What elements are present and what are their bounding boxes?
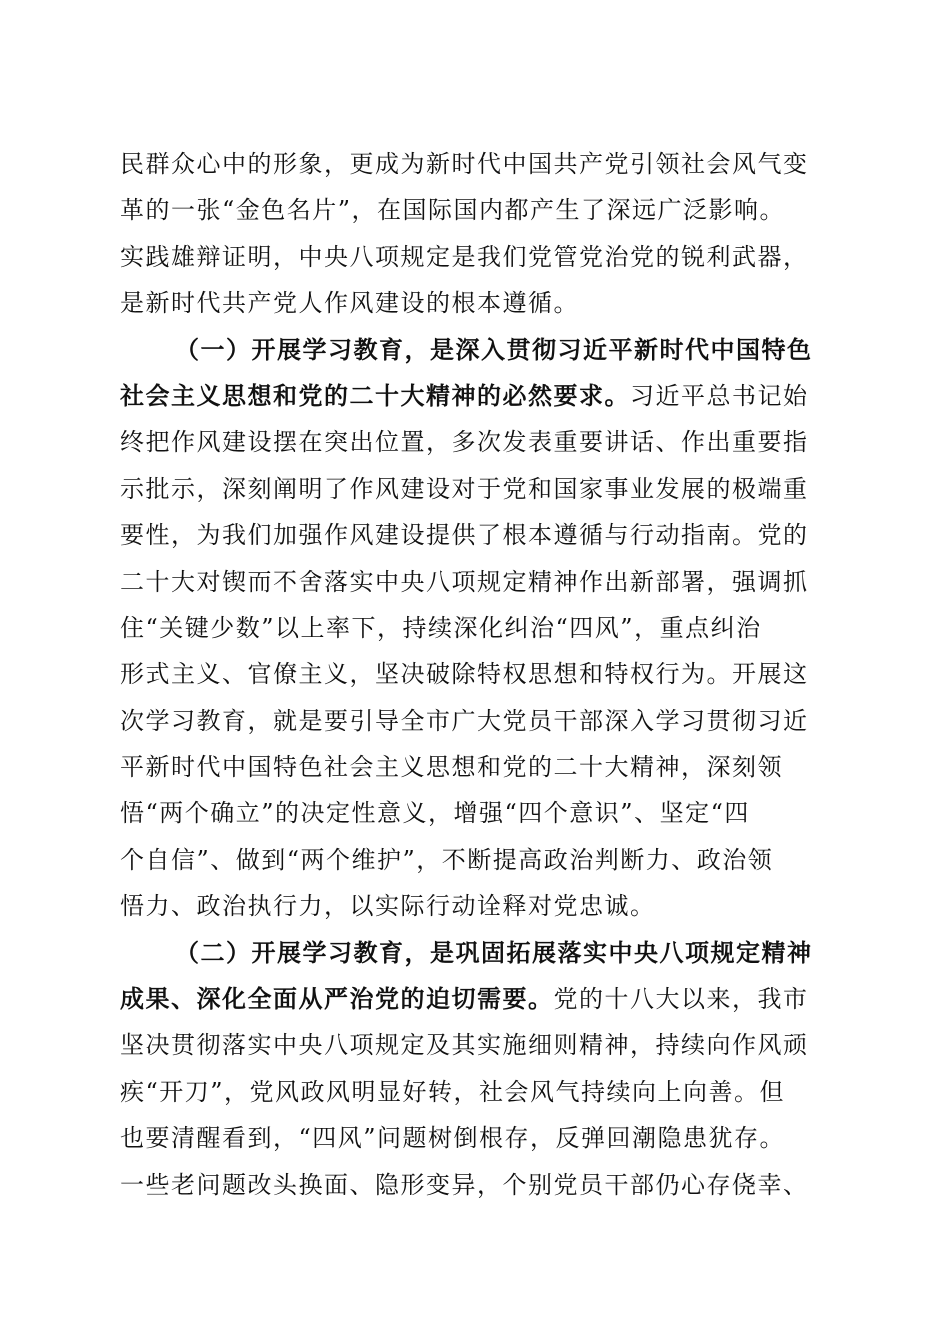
- line-text: 形式主义、官僚主义，坚决破除特权思想和特权行为。开展这: [120, 660, 809, 689]
- section-heading-text: （二）开展学习教育，是巩固拓展落实中央八项规定精神: [175, 937, 813, 967]
- line-text: 坚决贯彻落实中央八项规定及其实施细则精神，持续向作风顽: [120, 1031, 809, 1060]
- line-text: 民群众心中的形象，更成为新时代中国共产党引领社会风气变: [120, 150, 809, 178]
- text-line: [120, 605, 840, 651]
- text-line: [120, 1069, 840, 1115]
- line-text: 平新时代中国特色社会主义思想和党的二十大精神，深刻领: [120, 753, 783, 782]
- text-line: [120, 1022, 840, 1068]
- line-text: 是新时代共产党人作风建设的根本遵循。: [120, 289, 579, 318]
- line-text: 住“关键少数”以上率下，持续深化纠治“四风”，重点纠治: [120, 613, 762, 642]
- text-line: [120, 419, 840, 465]
- line-text: 悟力、政治执行力，以实际行动诠释对党忠诚。: [120, 892, 656, 921]
- line-text: 悟“两个确立”的决定性意义，增强“四个意识”、坚定“四: [120, 799, 750, 828]
- text-line: [120, 280, 840, 326]
- text-line: [120, 651, 840, 697]
- text-line: [120, 234, 840, 280]
- line-text: 要性，为我们加强作风建设提供了根本遵循与行动指南。党的: [120, 521, 809, 550]
- section-heading-line: [120, 327, 840, 373]
- line-text: 疾“开刀”，党风政风明显好转，社会风气持续向上向善。但: [120, 1077, 786, 1106]
- text-line: [120, 466, 840, 512]
- section-heading-line: [120, 976, 840, 1022]
- text-line: [120, 512, 840, 558]
- section-heading-line: [120, 930, 840, 976]
- text-line: [120, 187, 840, 233]
- line-text: 次学习教育，就是要引导全市广大党员干部深入学习贯彻习近: [120, 706, 809, 735]
- line-text: 也要清醒看到，“四风”问题树倒根存，反弹回潮隐患犹存。: [120, 1124, 786, 1153]
- text-line: [120, 1115, 840, 1161]
- line-text: 一些老问题改头换面、隐形变异，个别党员干部仍心存侥幸、: [120, 1170, 809, 1199]
- line-text: 个自信”、做到“两个维护”，不断提高政治判断力、政治领: [120, 845, 774, 874]
- line-text: 革的一张“金色名片”，在国际国内都产生了深远广泛影响。: [120, 196, 786, 225]
- section-heading-line: [120, 373, 840, 419]
- section-heading-text: 成果、深化全面从严治党的迫切需要。: [120, 984, 554, 1014]
- line-text: 党的十八大以来，我市: [553, 985, 809, 1014]
- text-line: [120, 141, 840, 187]
- line-text: 二十大对锲而不舍落实中央八项规定精神作出新部署，强调抓: [120, 567, 809, 596]
- line-text: 习近平总书记始: [630, 381, 809, 410]
- text-line: [120, 1162, 840, 1208]
- text-line: [120, 698, 840, 744]
- line-text: 实践雄辩证明，中央八项规定是我们党管党治党的锐利武器，: [120, 242, 809, 271]
- section-heading-text: 社会主义思想和党的二十大精神的必然要求。: [120, 380, 630, 410]
- text-line: [120, 744, 840, 790]
- document-body: [120, 141, 840, 1208]
- text-line: [120, 559, 840, 605]
- text-line: [120, 837, 840, 883]
- text-line: [120, 790, 840, 836]
- section-heading-text: （一）开展学习教育，是深入贯彻习近平新时代中国特色: [175, 334, 813, 364]
- text-line: [120, 883, 840, 929]
- line-text: 示批示，深刻阐明了作风建设对于党和国家事业发展的极端重: [120, 474, 809, 503]
- line-text: 终把作风建设摆在突出位置，多次发表重要讲话、作出重要指: [120, 428, 809, 457]
